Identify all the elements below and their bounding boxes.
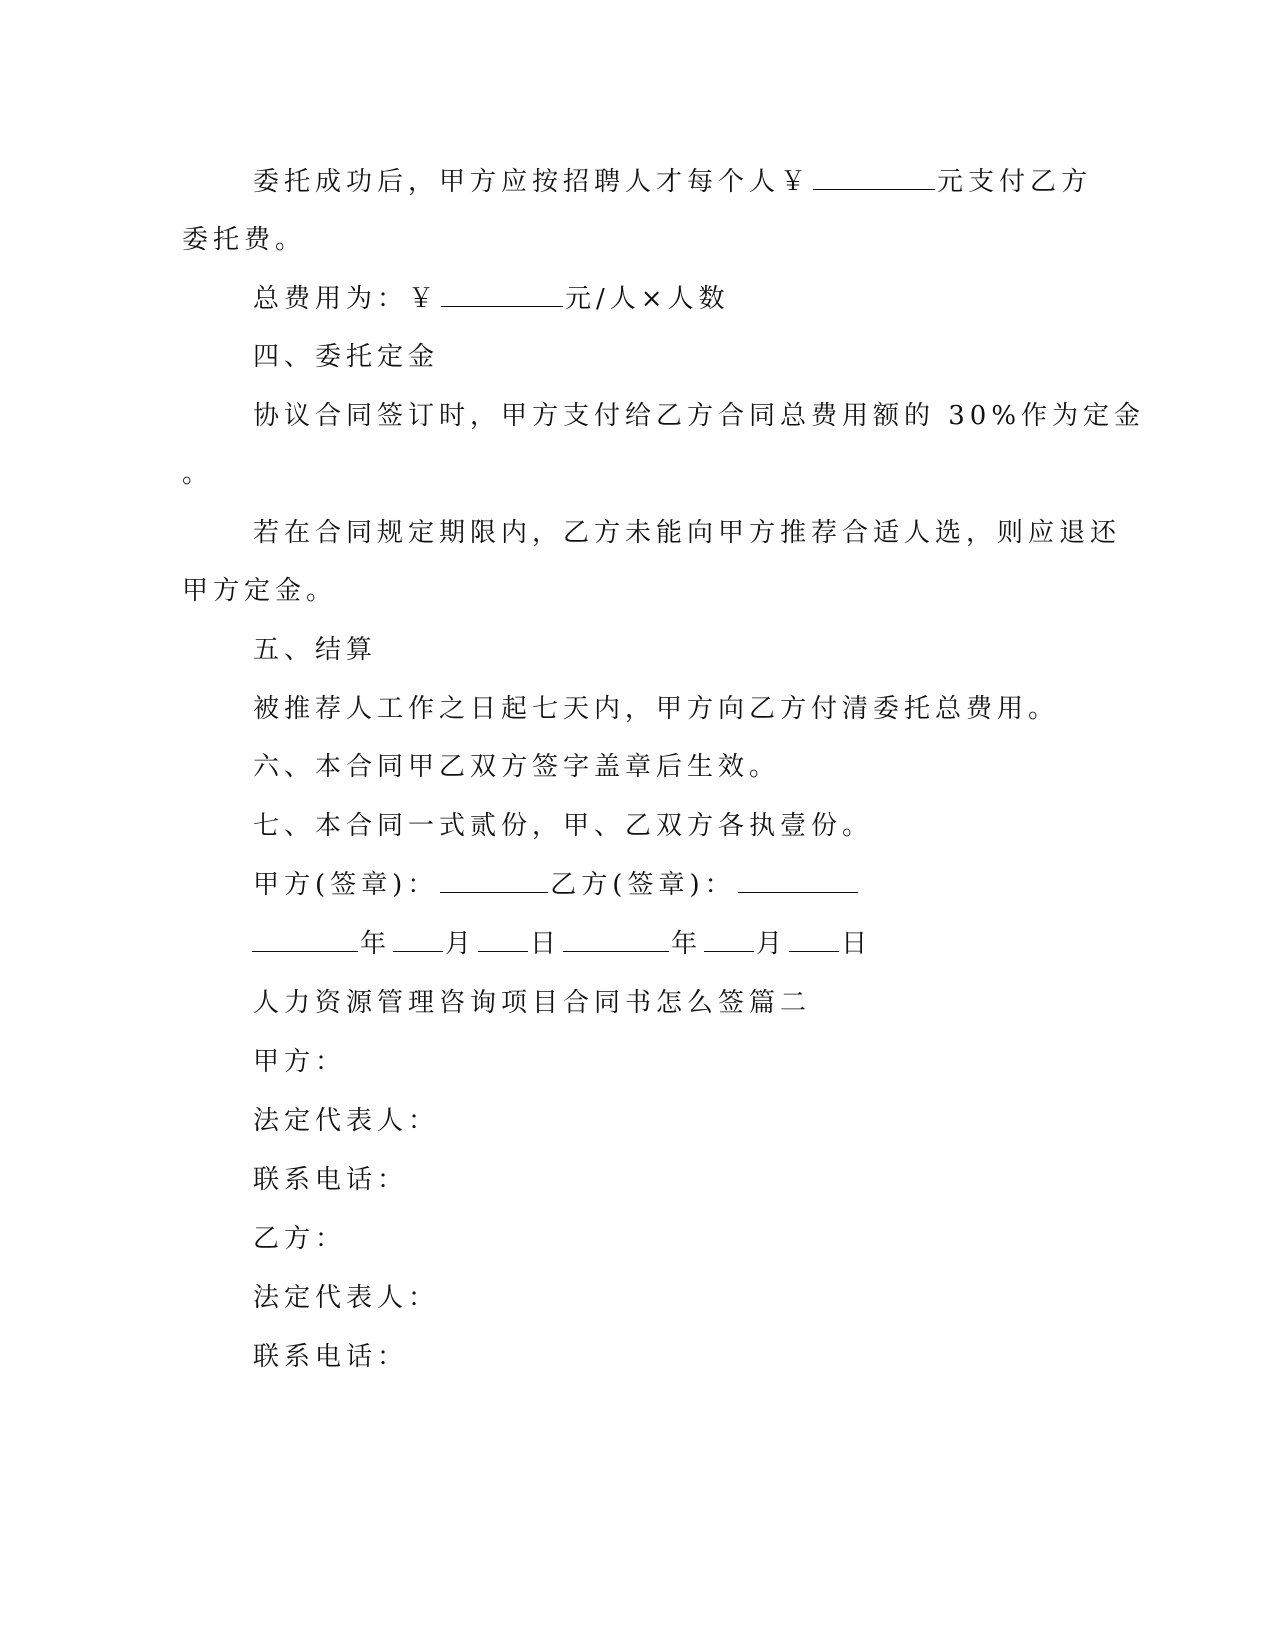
party-a-signature-label: 甲方(签章)： <box>253 870 439 900</box>
signature-line <box>253 868 860 902</box>
text: 元支付乙方 <box>937 167 1093 197</box>
text: 年 <box>671 929 703 959</box>
paragraph-settlement: 被推荐人工作之日起七天内，甲方向乙方付清委托总费用。 <box>253 694 1060 724</box>
fill-blank <box>789 927 839 952</box>
party-a-label: 甲方： <box>253 1047 347 1077</box>
paragraph-refund-continued: 甲方定金。 <box>182 576 338 606</box>
date-line <box>250 927 872 961</box>
section-heading-settlement: 五、结算 <box>253 635 378 665</box>
fill-blank <box>704 927 754 952</box>
section-title-part-two: 人力资源管理咨询项目合同书怎么签篇二 <box>253 988 812 1018</box>
fill-blank <box>478 927 528 952</box>
party-a-legal-rep-label: 法定代表人： <box>253 1106 440 1136</box>
fill-blank <box>441 282 563 307</box>
paragraph-copies: 七、本合同一式贰份，甲、乙双方各执壹份。 <box>253 811 874 841</box>
text: 元/人×人数 <box>565 284 730 314</box>
party-b-signature-label: 乙方(签章)： <box>550 870 736 900</box>
text: 月 <box>756 929 788 959</box>
text: 日 <box>841 929 873 959</box>
party-b-label: 乙方： <box>253 1224 347 1254</box>
text: 委托成功后，甲方应按招聘人才每个人￥ <box>253 167 812 197</box>
text: 日 <box>530 929 562 959</box>
paragraph-deposit: 协议合同签订时，甲方支付给乙方合同总费用额的 30%作为定金 <box>253 401 1146 431</box>
fill-blank <box>563 927 669 952</box>
party-b-phone-label: 联系电话： <box>253 1342 409 1372</box>
party-a-phone-label: 联系电话： <box>253 1165 409 1195</box>
text: 总费用为：￥ <box>253 284 440 314</box>
fill-blank <box>813 165 935 190</box>
text: 年 <box>360 929 392 959</box>
paragraph-effective: 六、本合同甲乙双方签字盖章后生效。 <box>253 752 781 782</box>
party-b-legal-rep-label: 法定代表人： <box>253 1283 440 1313</box>
paragraph-refund: 若在合同规定期限内，乙方未能向甲方推荐合适人选，则应退还 <box>253 518 1122 548</box>
fill-blank <box>252 927 358 952</box>
fill-blank <box>738 868 858 893</box>
text: 月 <box>445 929 477 959</box>
paragraph-deposit-end: 。 <box>182 459 214 489</box>
paragraph-fee-per-person <box>253 165 1092 199</box>
paragraph-fee-continued: 委托费。 <box>182 225 307 255</box>
fill-blank <box>440 868 548 893</box>
fill-blank <box>393 927 443 952</box>
paragraph-total-fee <box>253 282 730 316</box>
section-heading-deposit: 四、委托定金 <box>253 342 440 372</box>
